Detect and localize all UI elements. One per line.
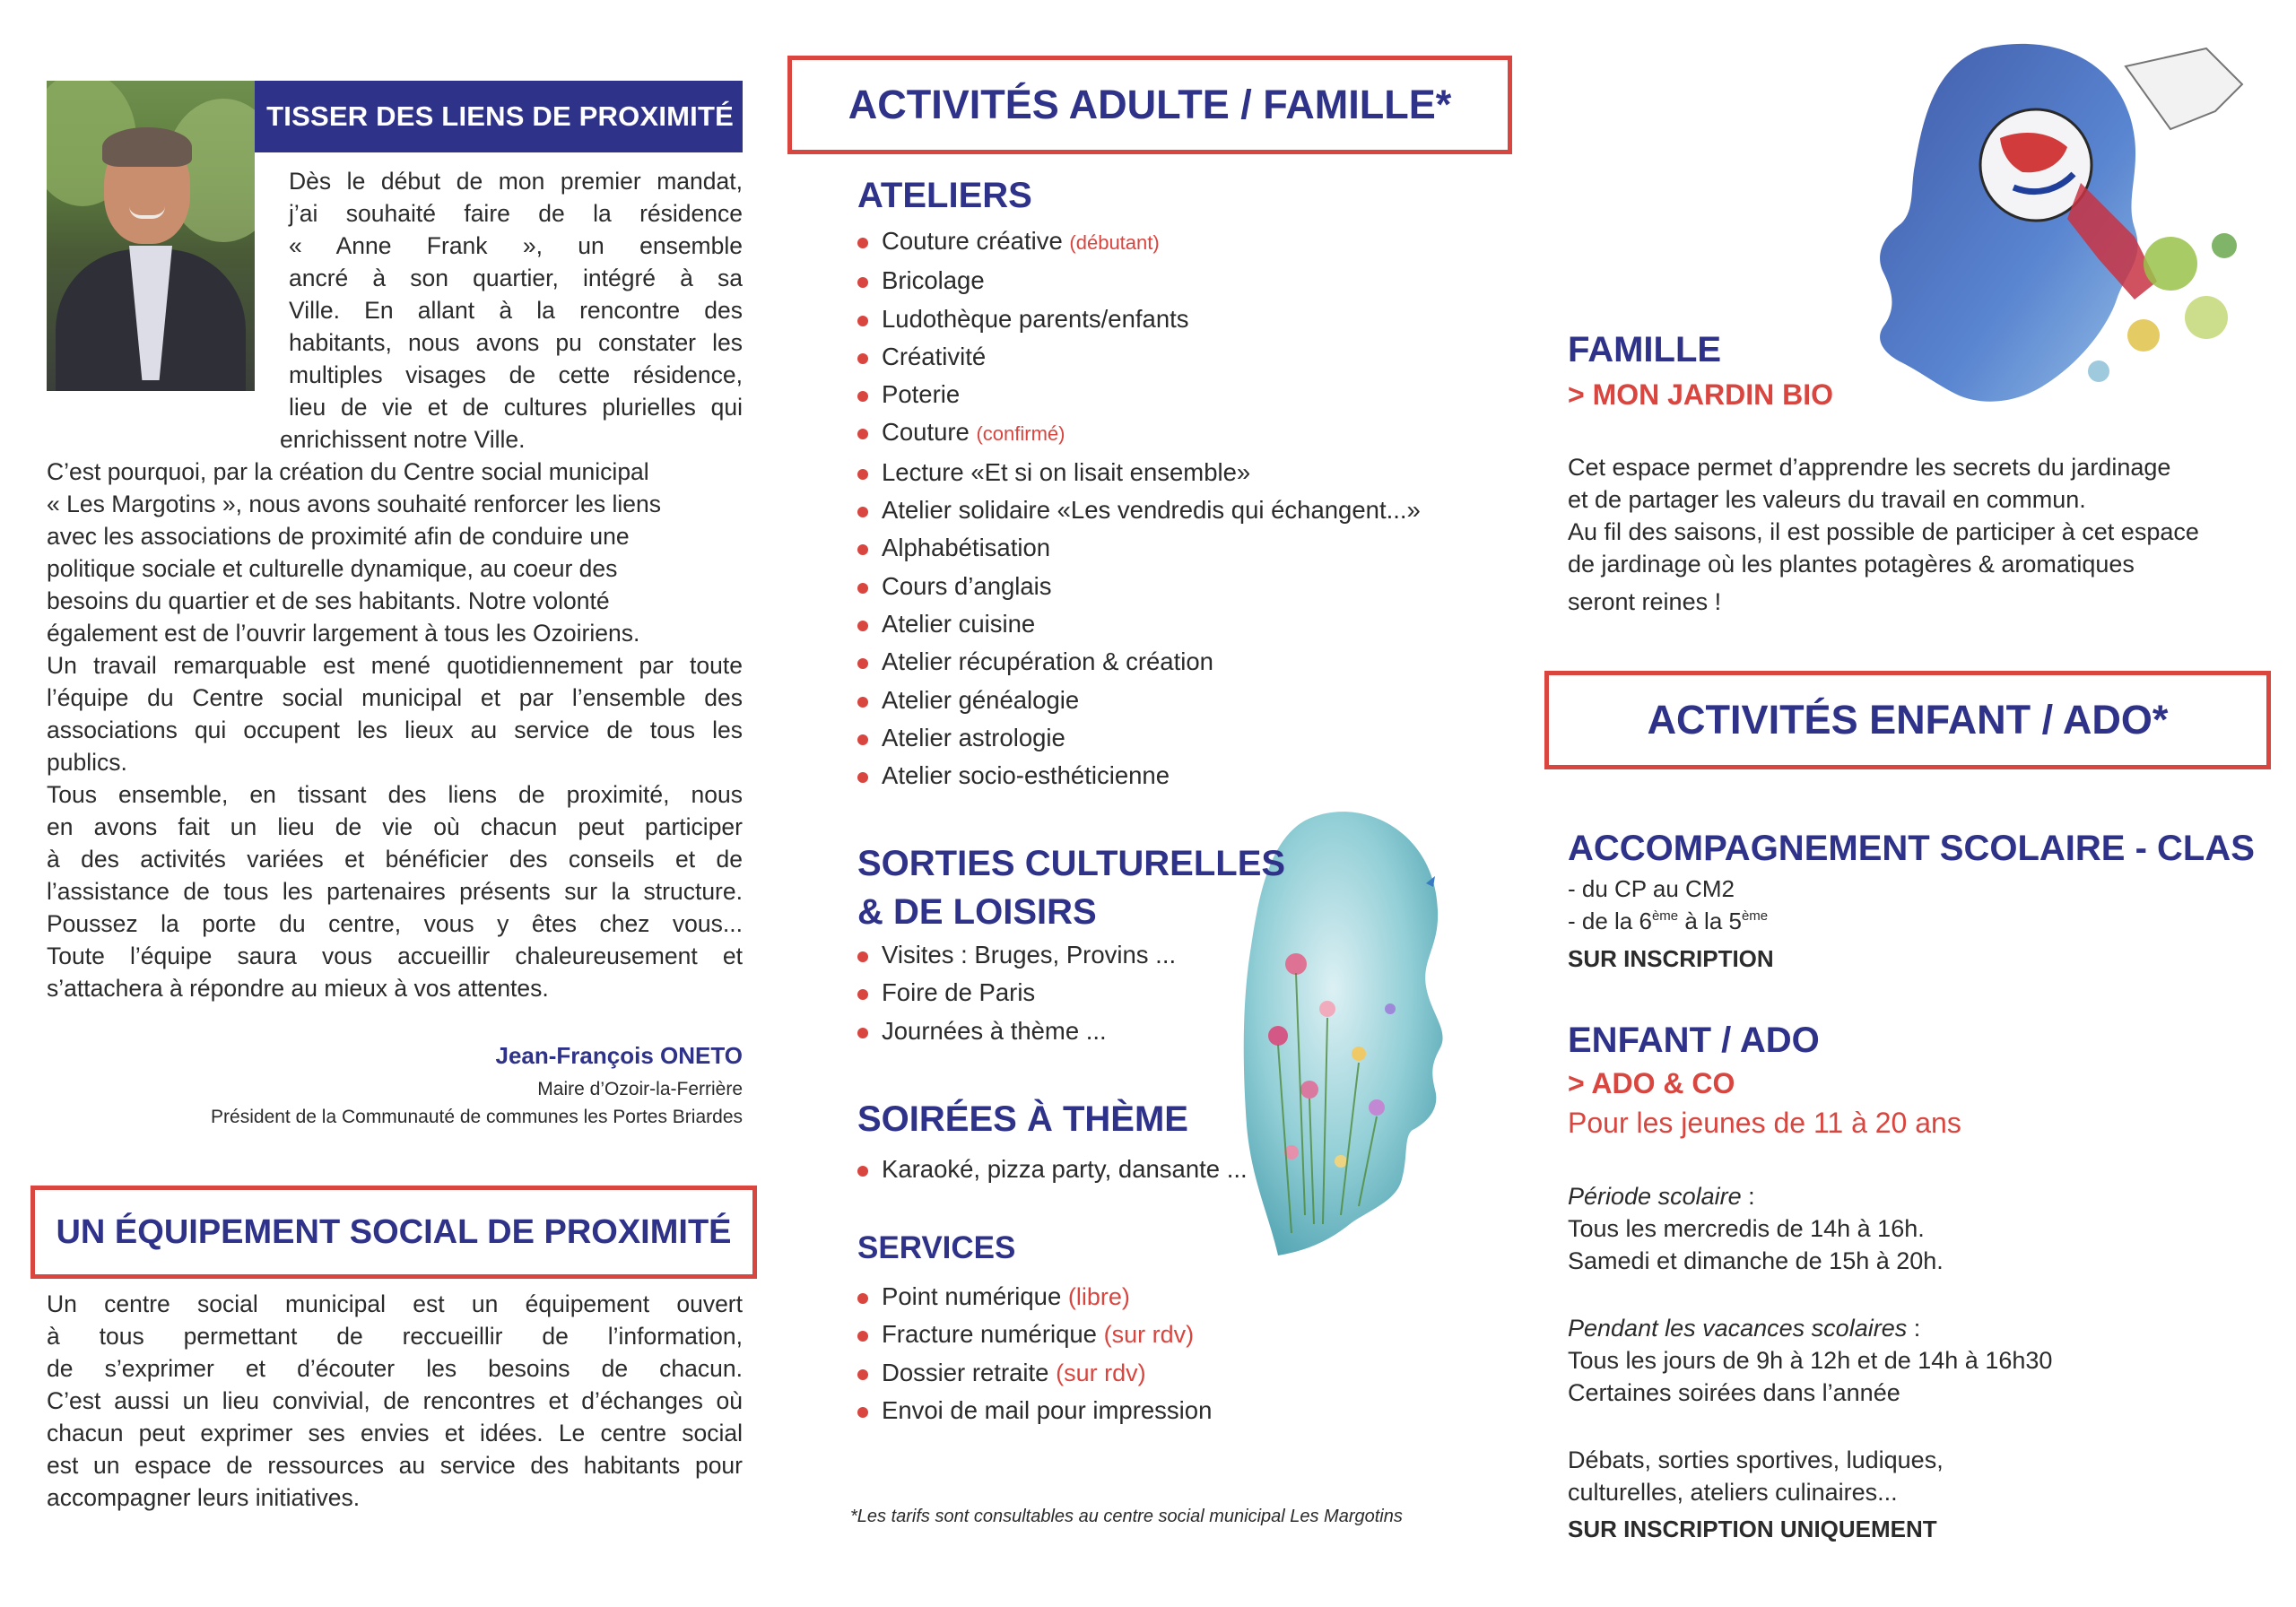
- soccer-head-illustration: [1830, 30, 2260, 425]
- clas-inscription: SUR INSCRIPTION: [1568, 945, 1774, 972]
- sorties-list: [857, 936, 1176, 1050]
- activites-adulte-famille-heading: ACTIVITÉS ADULTE / FAMILLE*: [787, 56, 1512, 154]
- intro-line: « Les Margotins », nous avons souhaité renforcer les liens: [47, 491, 661, 517]
- services-list: [857, 1278, 1212, 1429]
- ado-co-subtitle: > ADO & CO: [1568, 1067, 1735, 1099]
- sorties-title-line2: & DE LOISIRS: [857, 892, 1097, 932]
- soirees-title: SOIRÉES À THÈME: [857, 1099, 1188, 1139]
- soccer-head-svg: [1830, 30, 2260, 425]
- periode-scolaire-block: [1568, 1180, 1944, 1277]
- activites-enfant-ado-heading: ACTIVITÉS ENFANT / ADO*: [1544, 671, 2271, 769]
- schedule-line: Certaines soirées dans l’année: [1568, 1379, 1900, 1406]
- equipement-line: est un espace de ressources au service des habitants pour: [47, 1452, 743, 1479]
- signature-role-mayor: Maire d’Ozoir-la-Ferrière: [537, 1079, 743, 1099]
- intro-line: publics.: [47, 749, 127, 776]
- intro-line: Poussez la porte du centre, vous y êtes chez vous...: [47, 910, 743, 937]
- equipement-line: chacun peut exprimer ses envies et idées. Le centre social: [47, 1420, 743, 1446]
- list-item: Poterie: [857, 376, 1421, 413]
- intro-line: besoins du quartier et de ses habitants. Notre volonté: [47, 587, 610, 614]
- list-item: Lecture «Et si on lisait ensemble»: [857, 454, 1421, 491]
- list-item: Journées à thème ...: [857, 1012, 1176, 1050]
- intro-line: C’est pourquoi, par la création du Centre social municipal: [47, 458, 649, 485]
- intro-line: Toute l’équipe saura vous accueillir chaleureusement et: [47, 942, 743, 969]
- intro-line: ancré à son quartier, intégré à sa: [289, 265, 743, 291]
- intro-line: habitants, nous avons pu constater les: [289, 329, 743, 356]
- intro-line: Dès le début de mon premier mandat,: [289, 168, 743, 195]
- mon-jardin-bio-subtitle: > MON JARDIN BIO: [1568, 378, 1834, 411]
- intro-line: Tous ensemble, en tissant des liens de proximité, nous: [47, 781, 743, 808]
- clas-level-text: - de la 6: [1568, 908, 1652, 934]
- equipement-line: à tous permettant de reccueillir de l’information,: [47, 1323, 743, 1350]
- intro-line: l’assistance de tous les partenaires présents sur la structure.: [47, 878, 743, 905]
- list-item: Fracture numérique (sur rdv): [857, 1316, 1212, 1353]
- intro-line: « Anne Frank », un ensemble: [289, 232, 743, 259]
- periode-scolaire-label: Période scolaire :: [1568, 1183, 1755, 1210]
- ado-activites-block: [1568, 1444, 1944, 1508]
- intro-line: politique sociale et culturelle dynamique, au coeur des: [47, 555, 618, 582]
- intro-line: associations qui occupent les lieux au service de tous les: [47, 717, 743, 743]
- list-item: Atelier solidaire «Les vendredis qui échangent...»: [857, 491, 1421, 529]
- schedule-line: Tous les mercredis de 14h à 16h.: [1568, 1215, 1925, 1242]
- list-item: Alphabétisation: [857, 529, 1421, 567]
- equipement-line: accompagner leurs initiatives.: [47, 1484, 361, 1511]
- list-item: Atelier cuisine: [857, 605, 1421, 643]
- famille-line: Au fil des saisons, il est possible de participer à cet espace: [1568, 518, 2199, 545]
- services-title: SERVICES: [857, 1230, 1016, 1265]
- vacances-label: Pendant les vacances scolaires :: [1568, 1315, 1921, 1342]
- intro-line: j’ai souhaité faire de la résidence: [289, 200, 743, 227]
- famille-line: Cet espace permet d’apprendre les secrets du jardinage: [1568, 454, 2171, 481]
- mayor-intro-short: [289, 165, 743, 423]
- list-item: Couture créative (débutant): [857, 222, 1421, 262]
- list-item: Ludothèque parents/enfants: [857, 300, 1421, 338]
- list-item: Point numérique (libre): [857, 1278, 1212, 1316]
- list-item: Atelier astrologie: [857, 719, 1421, 757]
- vacances-block: [1568, 1312, 2052, 1409]
- soirees-list: [857, 1151, 1248, 1188]
- famille-line: seront reines !: [1568, 588, 1722, 615]
- equipement-line: Un centre social municipal est un équipement ouvert: [47, 1290, 743, 1317]
- intro-line: lieu de vie et de cultures plurielles qui: [289, 394, 743, 421]
- intro-line: multiples visages de cette résidence,: [289, 361, 743, 388]
- signature-name: Jean-François ONETO: [495, 1042, 743, 1069]
- famille-line: et de partager les valeurs du travail en commun.: [1568, 486, 2086, 513]
- list-item: Karaoké, pizza party, dansante ...: [857, 1151, 1248, 1188]
- famille-title: FAMILLE: [1568, 330, 1722, 369]
- clas-level-6-5: [1568, 905, 1768, 937]
- intro-line-last: [280, 423, 746, 456]
- intro-line: à des activités variées et bénéficier des conseils et de: [47, 846, 743, 873]
- list-item: Créativité: [857, 338, 1421, 376]
- list-item: Bricolage: [857, 262, 1421, 300]
- clas-title: ACCOMPAGNEMENT SCOLAIRE - CLAS: [1568, 829, 2255, 868]
- sorties-title: [857, 839, 1285, 936]
- ado-ages: Pour les jeunes de 11 à 20 ans: [1568, 1107, 1961, 1139]
- mayor-portrait-photo: [47, 81, 255, 391]
- ado-inscription: SUR INSCRIPTION UNIQUEMENT: [1568, 1516, 1937, 1542]
- activites-line: culturelles, ateliers culinaires...: [1568, 1479, 1898, 1506]
- schedule-line: Tous les jours de 9h à 12h et de 14h à 16h30: [1568, 1347, 2053, 1374]
- clas-level-text: à la 5: [1678, 908, 1742, 934]
- mayor-intro-full: [47, 456, 743, 1004]
- list-item: Dossier retraite (sur rdv): [857, 1354, 1212, 1392]
- intro-line: enrichissent notre Ville.: [280, 426, 526, 453]
- equipement-description: [47, 1288, 743, 1514]
- list-item: Envoi de mail pour impression: [857, 1392, 1212, 1429]
- tarifs-footnote: *Les tarifs sont consultables au centre social municipal Les Margotins: [850, 1507, 1403, 1526]
- list-item: Atelier socio-esthéticienne: [857, 757, 1421, 795]
- list-item: Visites : Bruges, Provins ...: [857, 936, 1176, 974]
- equipement-social-heading: UN ÉQUIPEMENT SOCIAL DE PROXIMITÉ: [30, 1186, 757, 1279]
- intro-line: Ville. En allant à la rencontre des: [289, 297, 743, 324]
- equipement-line: de s’exprimer et d’écouter les besoins de chacun.: [47, 1355, 743, 1382]
- activites-line: Débats, sorties sportives, ludiques,: [1568, 1446, 1944, 1473]
- schedule-line: Samedi et dimanche de 15h à 20h.: [1568, 1247, 1944, 1274]
- superscript: ème: [1741, 908, 1769, 924]
- famille-description: [1568, 451, 2199, 618]
- list-item: Foire de Paris: [857, 974, 1176, 1012]
- intro-line: en avons fait un lieu de vie où chacun peut participer: [47, 813, 743, 840]
- clas-level-cp-cm2: - du CP au CM2: [1568, 875, 1735, 902]
- intro-line: avec les associations de proximité afin de conduire une: [47, 523, 630, 550]
- list-item: Atelier récupération & création: [857, 643, 1421, 681]
- ateliers-title: ATELIERS: [857, 176, 1032, 215]
- superscript: ème: [1651, 908, 1679, 924]
- signature-role-president: Président de la Communauté de communes les Portes Briardes: [211, 1107, 743, 1127]
- list-item: Cours d’anglais: [857, 568, 1421, 605]
- ateliers-list: [857, 222, 1421, 795]
- list-item: Atelier généalogie: [857, 682, 1421, 719]
- intro-line: l’équipe du Centre social municipal et par l’ensemble des: [47, 684, 743, 711]
- intro-line: s’attachera à répondre au mieux à vos attentes.: [47, 975, 549, 1002]
- famille-line: de jardinage où les plantes potagères & aromatiques: [1568, 551, 2135, 578]
- intro-line: Un travail remarquable est mené quotidiennement par toute: [47, 652, 743, 679]
- liens-proximite-title: TISSER DES LIENS DE PROXIMITÉ: [255, 81, 743, 152]
- list-item: Couture (confirmé): [857, 413, 1421, 453]
- intro-line: également est de l’ouvrir largement à tous les Ozoiriens.: [47, 620, 640, 647]
- enfant-ado-title: ENFANT / ADO: [1568, 1021, 1820, 1060]
- sorties-title-line1: SORTIES CULTURELLES: [857, 844, 1286, 883]
- equipement-line: C’est aussi un lieu convivial, de rencontres et d’échanges où: [47, 1387, 743, 1414]
